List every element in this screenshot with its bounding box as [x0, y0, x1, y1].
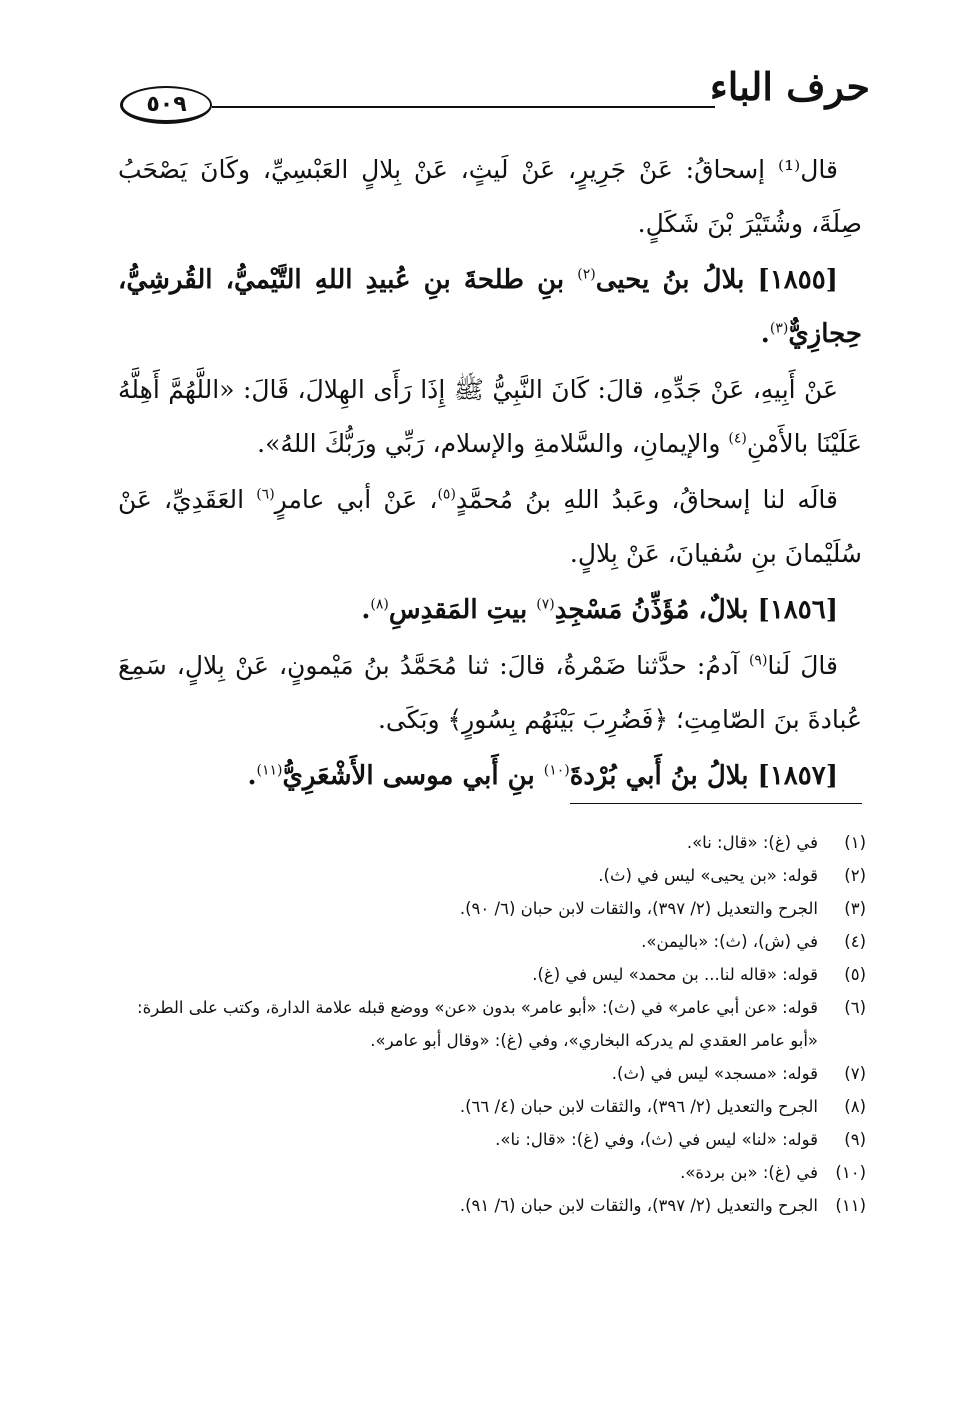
- footnote-number: (٤): [844, 932, 866, 951]
- entry-1857: [118, 749, 862, 803]
- footnote-7: [118, 1057, 866, 1090]
- adam-text-b: آدمُ: حدَّثنا ضَمْرةُ، قالَ: ثنا مُحَمَّدُ بنُ مَيْمونٍ، عَنْ بِلالٍ، سَمِعَ عُبادةَ بنَ الصّامِتِ؛ ﴿فَضُرِبَ بَيْنَهُم بِسُورٍ﴾ وبَكَى.: [118, 651, 862, 734]
- header-divider: [212, 106, 715, 108]
- footnote-number: (٩): [844, 1130, 866, 1149]
- footnote-6: [118, 991, 866, 1057]
- entry-1855: [118, 253, 862, 361]
- footnotes-list: [118, 826, 866, 1222]
- footnote-9: [118, 1123, 866, 1156]
- paragraph-isnad: [118, 473, 862, 581]
- footnote-text: قوله: «قاله لنا... بن محمد» ليس في (غ).: [532, 965, 818, 984]
- footnote-number: (٧): [844, 1064, 866, 1083]
- footnote-ref-3: (٣): [769, 320, 789, 337]
- footnote-text: الجرح والتعديل (٢/ ٣٩٧)، والثقات لابن حبان (٦/ ٩٠).: [459, 899, 818, 918]
- adam-text-a: قالَ لَنا: [767, 651, 839, 680]
- footnote-ref-4: (٤): [728, 430, 747, 447]
- footnote-text: الجرح والتعديل (٢/ ٣٩٦)، والثقات لابن حبان (٤/ ٦٦).: [459, 1097, 818, 1116]
- footnote-10: [118, 1156, 866, 1189]
- footnote-text: قوله: «لنا» ليس في (ث)، وفي (غ): «قال: نا».: [495, 1130, 818, 1149]
- entry-1855-heading-a: [١٨٥٥] بلالُ بنُ يحيى: [595, 265, 838, 295]
- footnote-ref-10: (١٠): [543, 762, 570, 779]
- footnote-ref-11: (١١): [256, 762, 283, 779]
- paragraph-intro: قال⁽¹⁾ إسحاقُ: عَنْ جَرِيرٍ، عَنْ لَيثٍ، عَنْ بِلالٍ العَبْسِيِّ، وكَانَ يَصْحَبُ صِلَةَ، وشُتَيْرَ بْنَ شَكَلٍ.: [118, 155, 862, 238]
- footnote-8: [118, 1090, 866, 1123]
- footnote-5: [118, 958, 866, 991]
- main-text: [118, 143, 862, 805]
- entry-1856-heading-b: بيتِ المَقدِسِ: [388, 595, 537, 625]
- footnote-text: الجرح والتعديل (٢/ ٣٩٧)، والثقات لابن حبان (٦/ ٩١).: [459, 1196, 818, 1215]
- footnote-ref-5: (٥): [437, 486, 456, 503]
- isnad-text-b: ، عَنْ أبي عامرٍ: [274, 485, 438, 514]
- footnote-number: (١): [844, 833, 866, 852]
- footnote-text: قوله: «مسجد» ليس في (ث).: [611, 1064, 818, 1083]
- page-number-badge: [120, 86, 212, 124]
- page-number: ٥٠٩: [146, 91, 187, 117]
- entry-1857-end: .: [247, 761, 257, 791]
- footnote-3: [118, 892, 866, 925]
- footnote-text: في (غ): «بن بردة».: [680, 1163, 818, 1182]
- footnote-divider: [570, 803, 862, 804]
- footnote-number: (١١): [835, 1196, 866, 1215]
- footnote-11: [118, 1189, 866, 1222]
- footnote-text: في (ش)، (ث): «باليمن».: [641, 932, 818, 951]
- footnote-ref-9: (٩): [748, 652, 768, 669]
- footnote-text: قوله: «بن يحيى» ليس في (ث).: [598, 866, 818, 885]
- footnote-1: [118, 826, 866, 859]
- entry-1855-heading-b: بنِ طلحةَ بنِ عُبيدِ اللهِ التَّيْميُّ، القُرشِيُّ، حِجازِيٌّ: [118, 265, 862, 349]
- footnote-number: (٨): [844, 1097, 866, 1116]
- entry-1857-heading-a: [١٨٥٧] بلالُ بنُ أَبي بُرْدةَ: [569, 761, 838, 791]
- isnad-text-c: العَقَدِيِّ، عَنْ سُلَيْمانَ بنِ سُفيانَ، عَنْ بِلالٍ.: [118, 485, 862, 568]
- footnote-number: (٦): [844, 998, 866, 1017]
- footnote-text: قوله: «عن أبي عامر» في (ث): «أبو عامر» بدون «عن» ووضع قبله علامة الدارة، وكتب على الطرة: «أبو عامر العقدي لم يدركه البخاري»، وفي (غ): «وقال أبو عامر».: [137, 998, 818, 1050]
- footnote-ref-2: (٢): [577, 266, 596, 283]
- footnote-number: (١٠): [835, 1163, 866, 1182]
- footnote-ref-6: (٦): [256, 486, 275, 503]
- isnad-text-a: قالَه لنا إسحاقُ، وعَبدُ اللهِ بنُ مُحمَّدٍ: [455, 485, 839, 514]
- footnote-ref-7: (٧): [536, 596, 555, 613]
- hadith-text-a: عَنْ أَبِيهِ، عَنْ جَدِّهِ، قالَ: كَانَ النَّبِيُّ ﷺ إِذَا رَأَى الهِلالَ، قَالَ: «اللَّهُمَّ أَهِلَّهُ عَلَيْنَا بالأَمْنِ: [118, 375, 862, 458]
- entry-1855-end: .: [760, 319, 770, 349]
- footnote-text: في (غ): «قال: نا».: [686, 833, 818, 852]
- page-header: [100, 60, 870, 140]
- footnote-2: [118, 859, 866, 892]
- entry-1856: [118, 583, 862, 637]
- footnote-ref-8: (٨): [370, 596, 389, 613]
- footnote-4: [118, 925, 866, 958]
- footnote-number: (٣): [844, 899, 866, 918]
- entry-1856-heading-a: [١٨٥٦] بلالٌ، مُؤَذِّنُ مَسْجِدِ: [554, 595, 838, 625]
- entry-1857-heading-b: بنِ أَبي موسى الأَشْعَرِيُّ: [282, 761, 544, 791]
- paragraph-hadith: [118, 363, 862, 471]
- footnote-number: (٢): [844, 866, 866, 885]
- entry-1856-end: .: [361, 595, 371, 625]
- footnote-number: (٥): [844, 965, 866, 984]
- chapter-title: حرف الباء: [709, 64, 870, 109]
- hadith-text-b: والإيمانِ، والسَّلامةِ والإسلام، رَبِّي ورَبُّكَ اللهُ».: [257, 429, 729, 458]
- paragraph-adam: [118, 639, 862, 747]
